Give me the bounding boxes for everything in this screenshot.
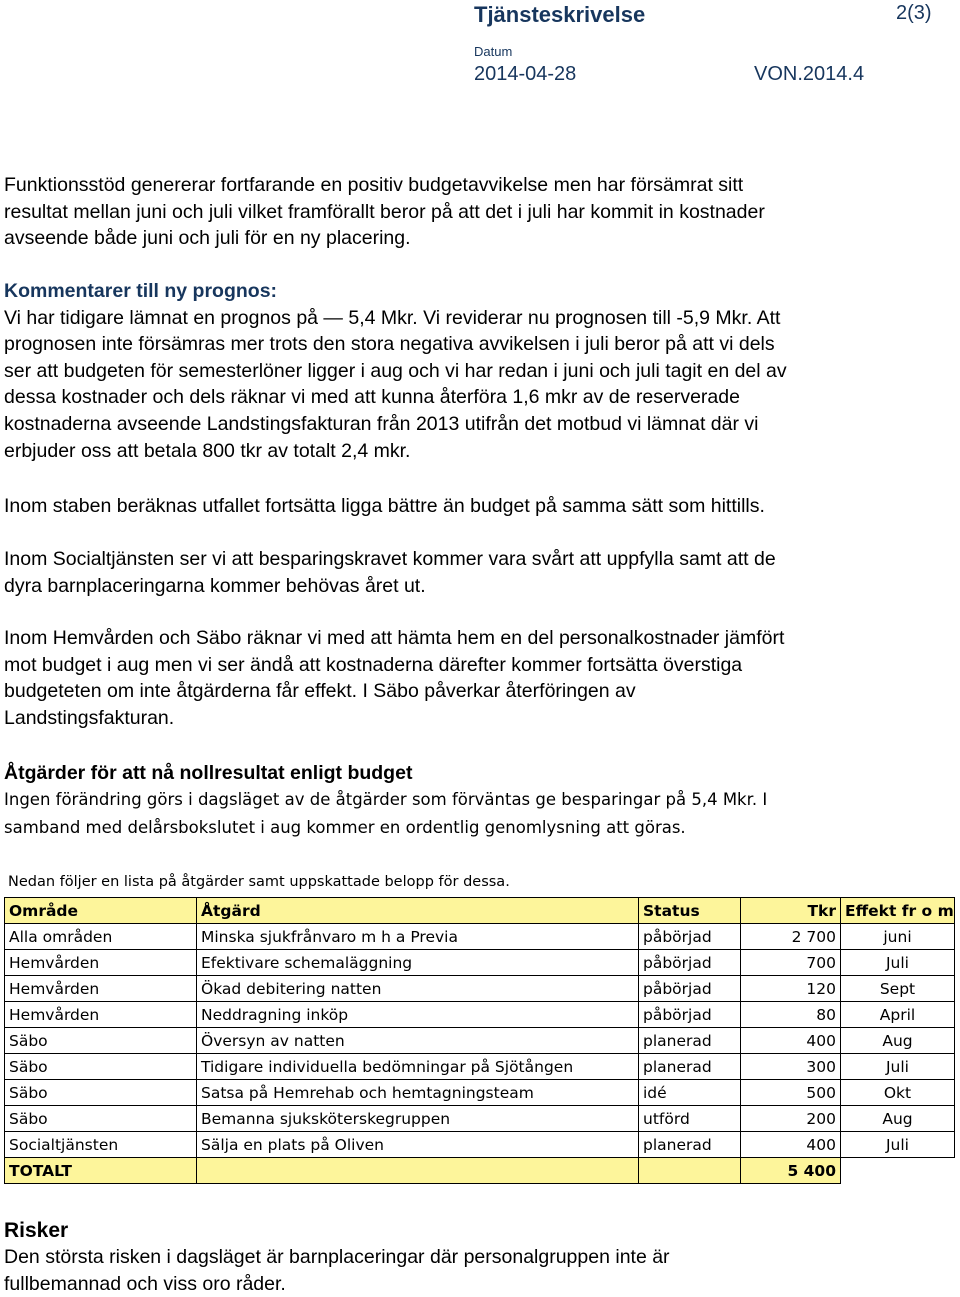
header-atgard: Åtgärd — [197, 898, 639, 924]
cell-omrade: Säbo — [5, 1054, 197, 1080]
cell-atgard: Ökad debitering natten — [197, 976, 639, 1002]
text-line: dessa kostnader och dels räknar vi med att kunna återföra 1,6 mkr av de reserverade — [4, 386, 740, 409]
text-line: Vi har tidigare lämnat en prognos på — 5,4 Mkr. Vi reviderar nu prognosen till -5,9 Mkr. Att — [4, 306, 781, 329]
table-row — [5, 1002, 955, 1028]
cell-tkr: 500 — [741, 1080, 841, 1106]
cell-omrade: Säbo — [5, 1028, 197, 1054]
atgarder-heading: Åtgärder för att nå nollresultat enligt budget — [4, 762, 413, 784]
cell-effekt: Aug — [841, 1028, 955, 1054]
table-row — [5, 1080, 955, 1106]
reference-number: VON.2014.4 — [754, 63, 865, 85]
prognos-section — [4, 278, 952, 464]
total-spacer — [197, 1158, 639, 1184]
text-line: Inom Hemvården och Säbo räknar vi med att hämta hem en del personalkostnader jämfört — [4, 627, 785, 649]
measures-table — [4, 897, 955, 1184]
cell-omrade: Hemvården — [5, 976, 197, 1002]
intro-paragraph — [4, 172, 952, 252]
header-status: Status — [639, 898, 741, 924]
cell-omrade: Säbo — [5, 1106, 197, 1132]
table-row — [5, 1106, 955, 1132]
cell-status: påbörjad — [639, 976, 741, 1002]
total-spacer — [639, 1158, 741, 1184]
cell-omrade: Säbo — [5, 1080, 197, 1106]
cell-status: utförd — [639, 1106, 741, 1132]
table-total-row — [5, 1158, 955, 1184]
cell-effekt: April — [841, 1002, 955, 1028]
table-header-row — [5, 898, 955, 924]
cell-atgard: Sälja en plats på Oliven — [197, 1132, 639, 1158]
cell-effekt: Juli — [841, 1132, 955, 1158]
cell-status: påbörjad — [639, 1002, 741, 1028]
total-empty — [841, 1158, 955, 1184]
text-line: mot budget i aug men vi ser ändå att kostnaderna därefter kommer fortsätta överstiga — [4, 653, 743, 676]
page-number: 2(3) — [896, 2, 932, 24]
cell-omrade: Alla områden — [5, 924, 197, 950]
cell-omrade: Hemvården — [5, 950, 197, 976]
cell-tkr: 400 — [741, 1028, 841, 1054]
text-line: dyra barnplaceringarna kommer behövas året ut. — [4, 574, 426, 597]
hemvarden-paragraph — [4, 625, 952, 731]
socialtjansten-paragraph — [4, 546, 952, 599]
text-line: Funktionsstöd genererar fortfarande en positiv budgetavvikelse men har försämrat sitt — [4, 174, 744, 196]
header-omrade: Område — [5, 898, 197, 924]
cell-effekt: Juli — [841, 950, 955, 976]
cell-atgard: Minska sjukfrånvaro m h a Previa — [197, 924, 639, 950]
cell-omrade: Hemvården — [5, 1002, 197, 1028]
table-row — [5, 1028, 955, 1054]
table-row — [5, 924, 955, 950]
staben-paragraph — [4, 493, 952, 520]
cell-status: påbörjad — [639, 924, 741, 950]
text-line: Den största risken i dagsläget är barnplaceringar där personalgruppen inte är — [4, 1246, 670, 1268]
document-title: Tjänsteskrivelse — [474, 2, 646, 27]
cell-atgard: Översyn av natten — [197, 1028, 639, 1054]
cell-effekt: Okt — [841, 1080, 955, 1106]
atgarder-paragraph — [4, 786, 952, 842]
text-line: prognosen inte försämras mer trots den stora negativa avvikelsen i juli beror på att vi dels — [4, 333, 775, 356]
cell-tkr: 120 — [741, 976, 841, 1002]
text-line: samband med delårsbokslutet i aug kommer en ordentlig genomlysning att göras. — [4, 818, 686, 837]
text-line: Inom Socialtjänsten ser vi att besparingskravet kommer vara svårt att uppfylla samt att de — [4, 548, 776, 570]
table-row — [5, 976, 955, 1002]
text-line: ser att budgeten för semesterlöner ligger i aug och vi har redan i juni och juli tagit en del av — [4, 359, 787, 382]
date-value: 2014-04-28 — [474, 63, 577, 85]
cell-effekt: Juli — [841, 1054, 955, 1080]
text-line: avseende både juni och juli för en ny placering. — [4, 227, 411, 250]
risker-paragraph — [4, 1244, 952, 1297]
table-row — [5, 1054, 955, 1080]
text-line: resultat mellan juni och juli vilket framförallt beror på att det i juli har kommit in kostnader — [4, 200, 765, 223]
cell-tkr: 80 — [741, 1002, 841, 1028]
cell-atgard: Tidigare individuella bedömningar på Sjötången — [197, 1054, 639, 1080]
cell-omrade: Socialtjänsten — [5, 1132, 197, 1158]
total-label: TOTALT — [5, 1158, 197, 1184]
header-effekt: Effekt fr o m — [841, 898, 955, 924]
cell-tkr: 2 700 — [741, 924, 841, 950]
cell-status: planerad — [639, 1028, 741, 1054]
table-row — [5, 1132, 955, 1158]
cell-status: idé — [639, 1080, 741, 1106]
cell-tkr: 700 — [741, 950, 841, 976]
cell-atgard: Neddragning inköp — [197, 1002, 639, 1028]
cell-atgard: Satsa på Hemrehab och hemtagningsteam — [197, 1080, 639, 1106]
header-tkr: Tkr — [741, 898, 841, 924]
cell-effekt: Aug — [841, 1106, 955, 1132]
total-value: 5 400 — [741, 1158, 841, 1184]
prognos-heading: Kommentarer till ny prognos: — [4, 280, 278, 302]
cell-atgard: Efektivare schemaläggning — [197, 950, 639, 976]
date-label: Datum — [474, 44, 513, 59]
text-line: fullbemannad och viss oro råder. — [4, 1272, 286, 1295]
cell-effekt: juni — [841, 924, 955, 950]
text-line: Inom staben beräknas utfallet fortsätta ligga bättre än budget på samma sätt som hittills. — [4, 495, 765, 517]
cell-effekt: Sept — [841, 976, 955, 1002]
text-line: budgeteten om inte åtgärderna får effekt. I Säbo påverkar återföringen av — [4, 680, 636, 703]
table-row — [5, 950, 955, 976]
cell-status: påbörjad — [639, 950, 741, 976]
text-line: Ingen förändring görs i dagsläget av de åtgärder som förväntas ge besparingar på 5,4 Mkr. I — [4, 790, 768, 809]
text-line: erbjuder oss att betala 800 tkr av totalt 2,4 mkr. — [4, 439, 411, 462]
cell-status: planerad — [639, 1054, 741, 1080]
table-intro: Nedan följer en lista på åtgärder samt uppskattade belopp för dessa. — [8, 874, 510, 890]
text-line: Landstingsfakturan. — [4, 706, 175, 729]
cell-tkr: 300 — [741, 1054, 841, 1080]
text-line: kostnaderna avseende Landstingsfakturan från 2013 utifrån det motbud vi lämnat där vi — [4, 412, 759, 435]
cell-tkr: 400 — [741, 1132, 841, 1158]
cell-atgard: Bemanna sjuksköterskegruppen — [197, 1106, 639, 1132]
risker-heading: Risker — [4, 1219, 69, 1242]
cell-tkr: 200 — [741, 1106, 841, 1132]
cell-status: planerad — [639, 1132, 741, 1158]
